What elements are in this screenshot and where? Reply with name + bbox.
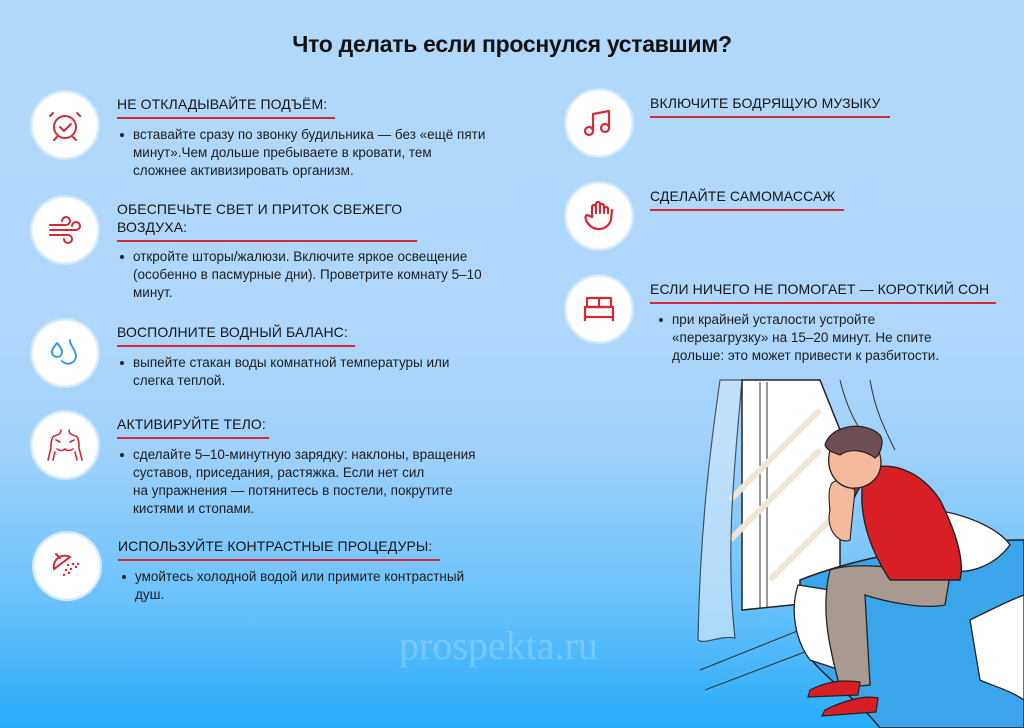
section-heading: ОБЕСПЕЧЬТЕ СВЕТ И ПРИТОК СВЕЖЕГО ВОЗДУХА: [117,200,417,242]
wind-icon [44,209,86,251]
section-heading: СДЕЛАЙТЕ САМОМАССАЖ [650,187,844,211]
music-note-icon [578,102,620,144]
heading-underline [650,302,996,304]
hand-massage-icon-badge [564,181,634,251]
section-heading: НЕ ОТКЛАДЫВАЙТЕ ПОДЪЁМ: [117,95,335,119]
water-drops-icon-badge [30,318,100,388]
list-item: умойтесь холодной водой или примите контрастный душ. [119,568,539,604]
page-title: Что делать если проснулся уставшим? [292,31,732,57]
shower-icon-badge [32,531,102,601]
heading-underline [117,117,335,119]
list-item: вставайте сразу по звонку будильника — без «ещё пяти минут».Чем дольше пребываете в кровати, тем сложнее активизировать организм. [117,126,537,180]
body-torso-icon-badge [30,410,100,480]
list-item: выпейте стакан воды комнатной температуры или слегка теплой. [117,354,537,390]
tired-man-illustration [680,370,1024,728]
heading-underline [118,559,440,561]
hand-massage-icon [578,195,620,237]
section-heading: ЕСЛИ НИЧЕГО НЕ ПОМОГАЕТ — КОРОТКИЙ СОН [650,280,996,304]
heading-underline [650,209,844,211]
music-note-icon-badge [564,88,634,158]
bed-icon [578,288,620,330]
wind-icon-badge [30,195,100,265]
section-heading: ВОСПОЛНИТЕ ВОДНЫЙ БАЛАНС: [117,323,355,347]
list-item: при крайней усталости устройте «перезагрузку» на 15–20 минут. Не спите дольше: это может привести к разбитости. [656,311,1006,365]
list-item: сделайте 5–10-минутную зарядку: наклоны, вращения суставов, приседания, растяжка. Если нет сил на упражнения — потянитесь в постели, покрутите кистями и стопами. [117,446,537,518]
shower-icon [46,545,88,587]
heading-underline [117,240,417,242]
heading-underline [117,437,269,439]
alarm-clock-icon [44,104,86,146]
watermark: prospekta.ru [399,623,598,668]
list-item: откройте шторы/жалюзи. Включите яркое освещение (особенно в пасмурные дни). Проветрите комнату 5–10 минут. [117,248,537,302]
bed-icon-badge [564,274,634,344]
section-heading: ВКЛЮЧИТЕ БОДРЯЩУЮ МУЗЫКУ [650,94,890,118]
section-heading: ИСПОЛЬЗУЙТЕ КОНТРАСТНЫЕ ПРОЦЕДУРЫ: [118,537,440,561]
section-heading: АКТИВИРУЙТЕ ТЕЛО: [117,415,269,439]
heading-underline [650,116,890,118]
alarm-clock-icon-badge [30,90,100,160]
water-drops-icon [44,332,86,374]
heading-underline [117,345,355,347]
body-torso-icon [44,424,86,466]
